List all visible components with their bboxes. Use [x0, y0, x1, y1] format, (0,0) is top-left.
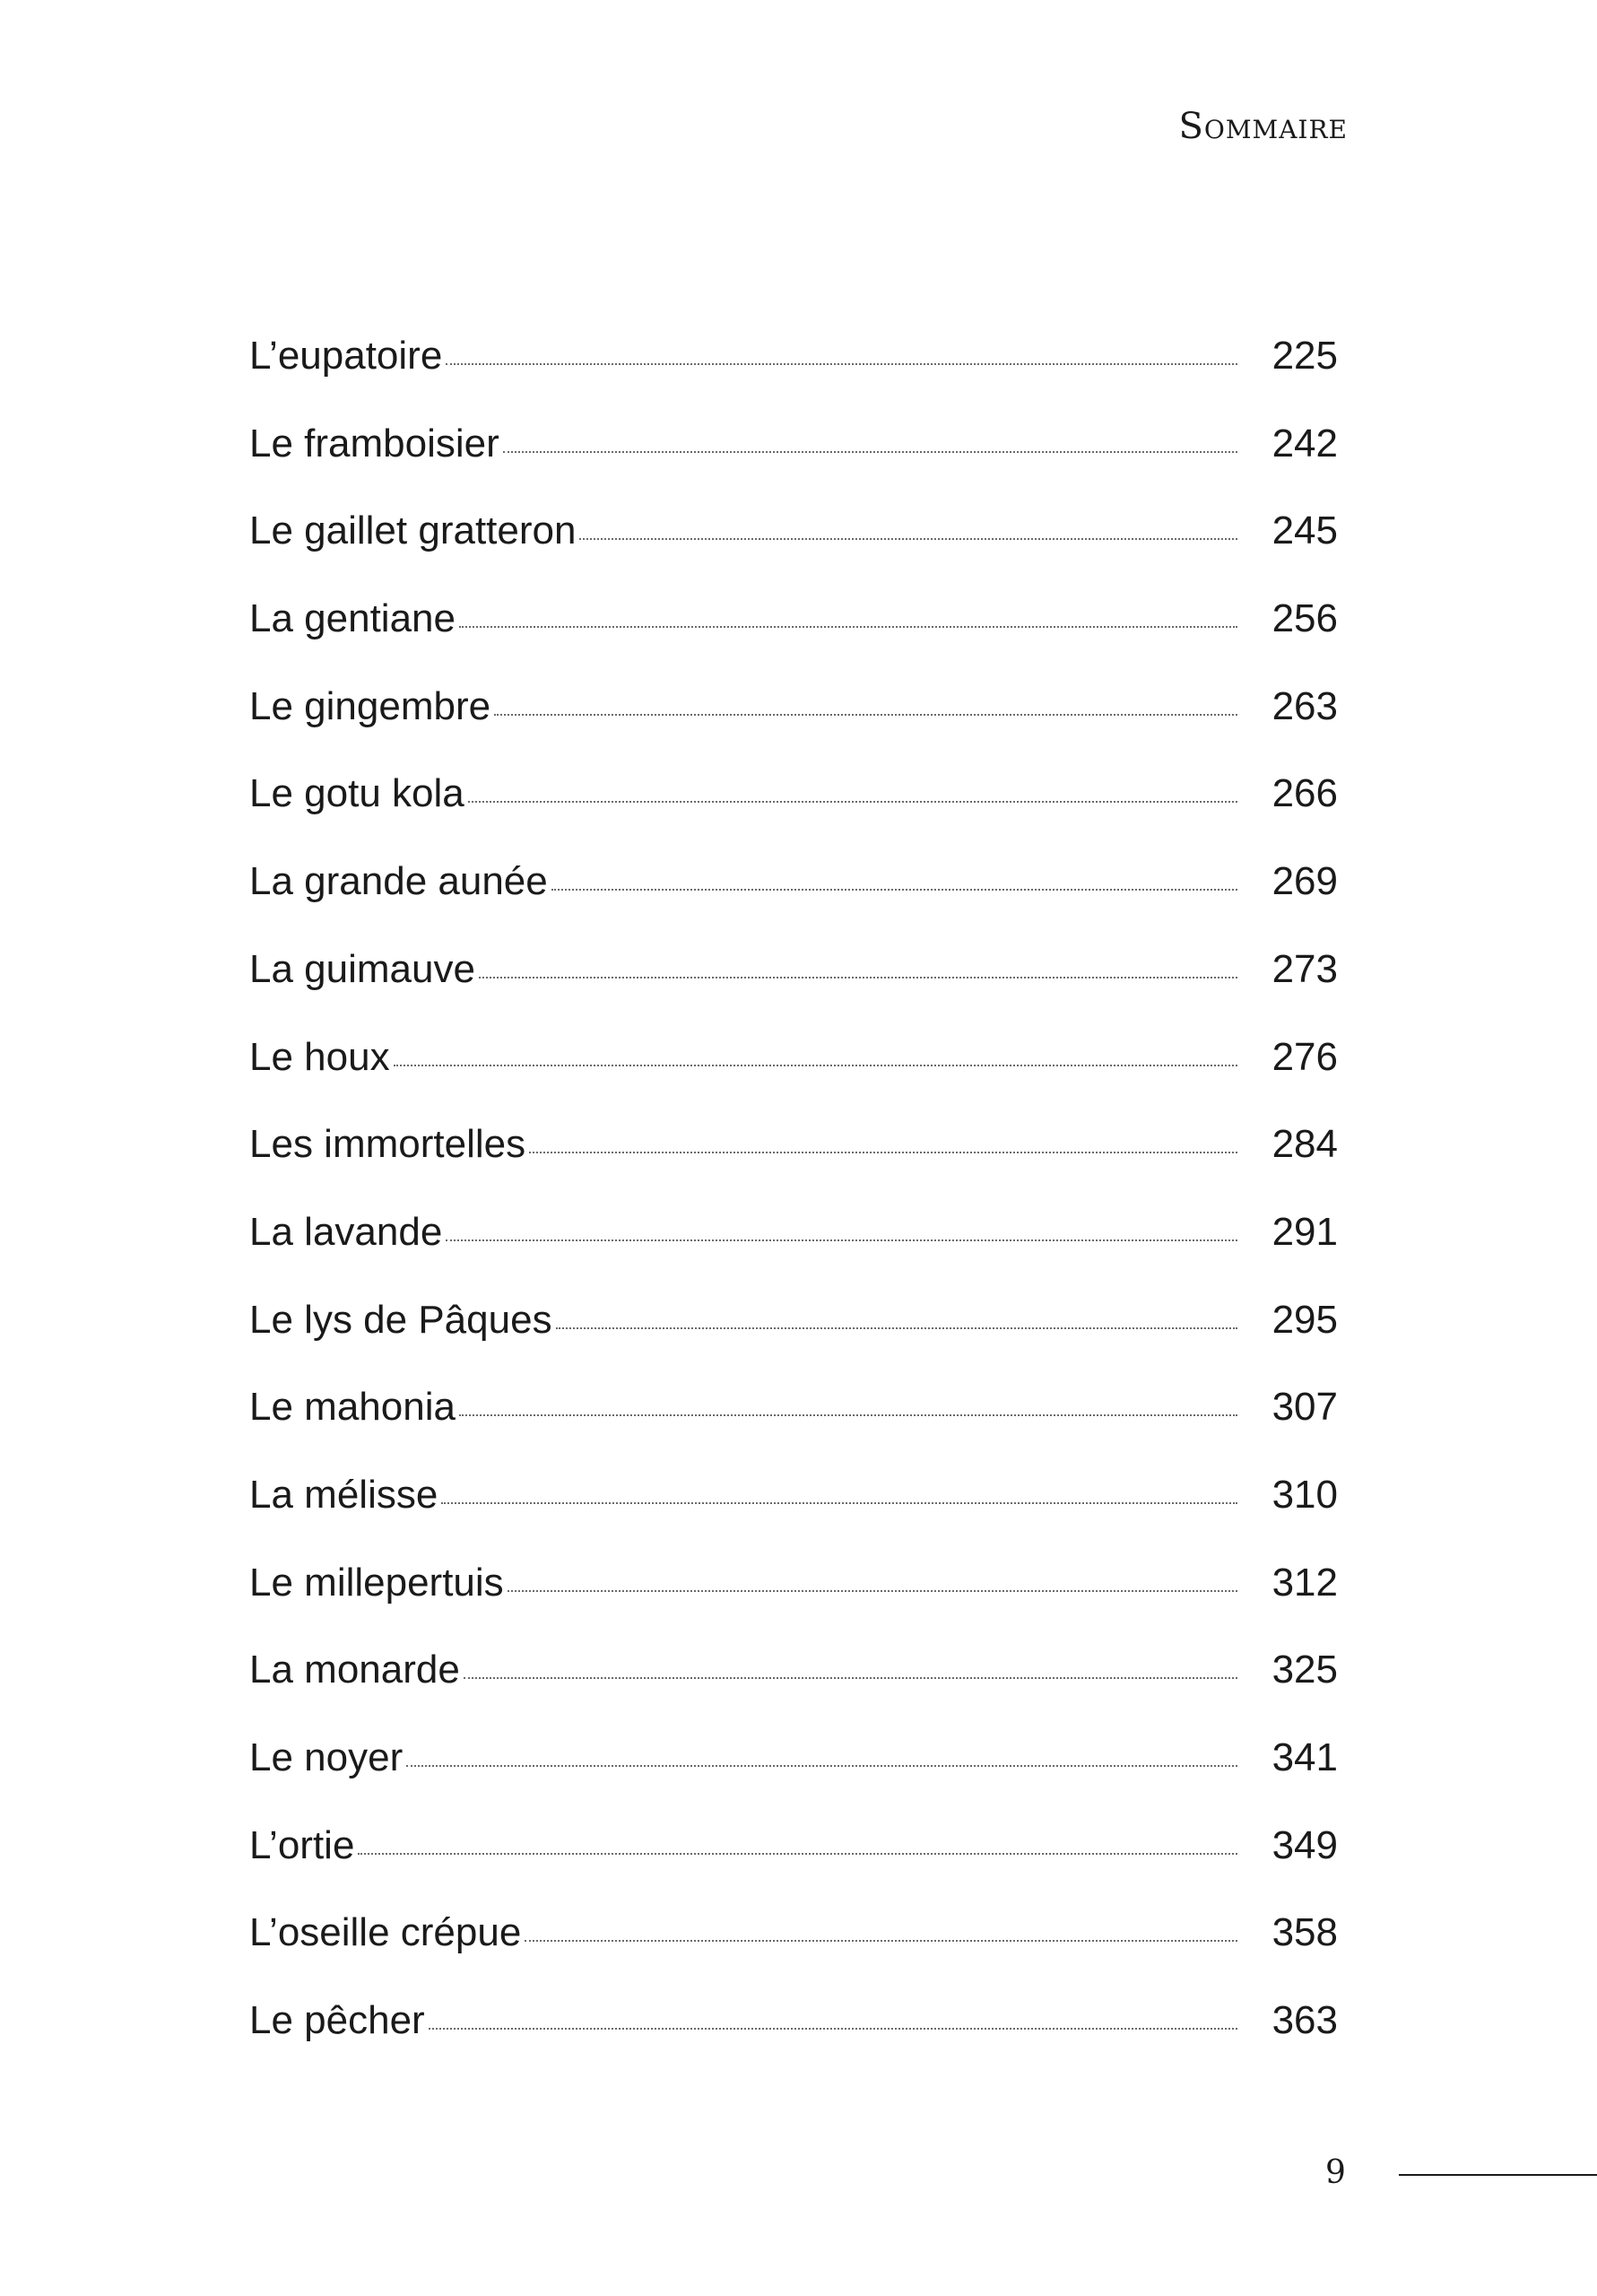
toc-entry-page: 310 [1272, 1472, 1338, 1517]
dot-leader [479, 976, 1237, 978]
dot-leader [394, 1064, 1237, 1066]
toc-entry[interactable] [249, 422, 1338, 509]
table-of-contents [249, 334, 1338, 2086]
toc-entry-page: 295 [1272, 1297, 1338, 1342]
toc-entry-label: Le gingembre [249, 683, 491, 728]
dot-leader [429, 2027, 1237, 2030]
toc-entry[interactable] [249, 596, 1338, 684]
toc-entry-label: Le gotu kola [249, 771, 464, 816]
toc-entry-label: La lavande [249, 1209, 443, 1254]
toc-entry-label: La grande aunée [249, 859, 548, 904]
toc-entry[interactable] [249, 1035, 1338, 1123]
toc-entry[interactable] [249, 1735, 1338, 1823]
dot-leader [446, 362, 1237, 365]
toc-entry-page: 269 [1272, 859, 1338, 904]
toc-entry-page: 291 [1272, 1209, 1338, 1254]
toc-entry-page: 341 [1272, 1735, 1338, 1779]
dot-leader [529, 1151, 1237, 1153]
toc-entry-page: 307 [1272, 1385, 1338, 1430]
toc-entry-label: Le lys de Pâques [249, 1297, 552, 1342]
dot-leader [459, 1413, 1237, 1416]
toc-entry-page: 266 [1272, 771, 1338, 816]
toc-entry-label: La gentiane [249, 596, 456, 641]
toc-entry[interactable] [249, 1385, 1338, 1473]
toc-entry-page: 363 [1272, 1998, 1338, 2043]
page-header-title: Sommaire [1178, 106, 1348, 147]
dot-leader [508, 1589, 1237, 1592]
toc-entry-label: Le millepertuis [249, 1560, 504, 1605]
toc-entry-page: 312 [1272, 1560, 1338, 1605]
toc-entry[interactable] [249, 1648, 1338, 1735]
toc-entry-label: L’eupatoire [249, 334, 443, 378]
toc-entry-label: Le pêcher [249, 1998, 425, 2043]
toc-entry[interactable] [249, 1298, 1338, 1386]
dot-leader [358, 1852, 1237, 1855]
toc-entry[interactable] [249, 509, 1338, 596]
toc-entry-label: Les immortelles [249, 1122, 526, 1167]
toc-entry-label: Le mahonia [249, 1385, 456, 1430]
dot-leader [494, 713, 1237, 716]
toc-entry-label: Le gaillet gratteron [249, 509, 577, 553]
dot-leader [464, 1676, 1237, 1679]
toc-entry-label: L’ortie [249, 1822, 355, 1867]
toc-entry[interactable] [249, 1473, 1338, 1561]
toc-entry-page: 256 [1272, 596, 1338, 641]
toc-entry-label: La mélisse [249, 1472, 438, 1517]
toc-entry-page: 242 [1272, 421, 1338, 465]
toc-entry-page: 358 [1272, 1910, 1338, 1955]
toc-entry[interactable] [249, 1823, 1338, 1911]
footer-rule [1399, 2174, 1597, 2176]
toc-entry-page: 349 [1272, 1822, 1338, 1867]
dot-leader [503, 450, 1237, 453]
toc-entry-page: 263 [1272, 683, 1338, 728]
toc-entry[interactable] [249, 859, 1338, 947]
dot-leader [441, 1501, 1237, 1504]
toc-entry-page: 273 [1272, 946, 1338, 991]
toc-entry[interactable] [249, 1122, 1338, 1210]
toc-entry[interactable] [249, 771, 1338, 859]
toc-entry-label: Le framboisier [249, 421, 499, 465]
dot-leader [406, 1764, 1237, 1767]
toc-entry-page: 276 [1272, 1034, 1338, 1079]
toc-entry-label: Le houx [249, 1034, 390, 1079]
dot-leader [459, 625, 1237, 628]
toc-entry[interactable] [249, 1210, 1338, 1298]
toc-entry[interactable] [249, 947, 1338, 1035]
toc-entry-label: Le noyer [249, 1735, 404, 1779]
toc-entry-page: 325 [1272, 1648, 1338, 1692]
page-number: 9 [1325, 2154, 1346, 2191]
dot-leader [468, 800, 1237, 803]
dot-leader [525, 1939, 1237, 1942]
toc-entry[interactable] [249, 1910, 1338, 1998]
toc-entry-label: L’oseille crépue [249, 1910, 522, 1955]
dot-leader [579, 537, 1237, 540]
toc-entry-page: 284 [1272, 1122, 1338, 1167]
toc-entry-label: La guimauve [249, 946, 475, 991]
toc-entry[interactable] [249, 1998, 1338, 2086]
toc-entry-label: La monarde [249, 1648, 460, 1692]
dot-leader [556, 1326, 1237, 1329]
toc-entry-page: 245 [1272, 509, 1338, 553]
toc-entry[interactable] [249, 1561, 1338, 1648]
toc-entry-page: 225 [1272, 334, 1338, 378]
toc-entry[interactable] [249, 684, 1338, 772]
toc-entry[interactable] [249, 334, 1338, 422]
dot-leader [551, 888, 1237, 891]
dot-leader [446, 1239, 1237, 1241]
